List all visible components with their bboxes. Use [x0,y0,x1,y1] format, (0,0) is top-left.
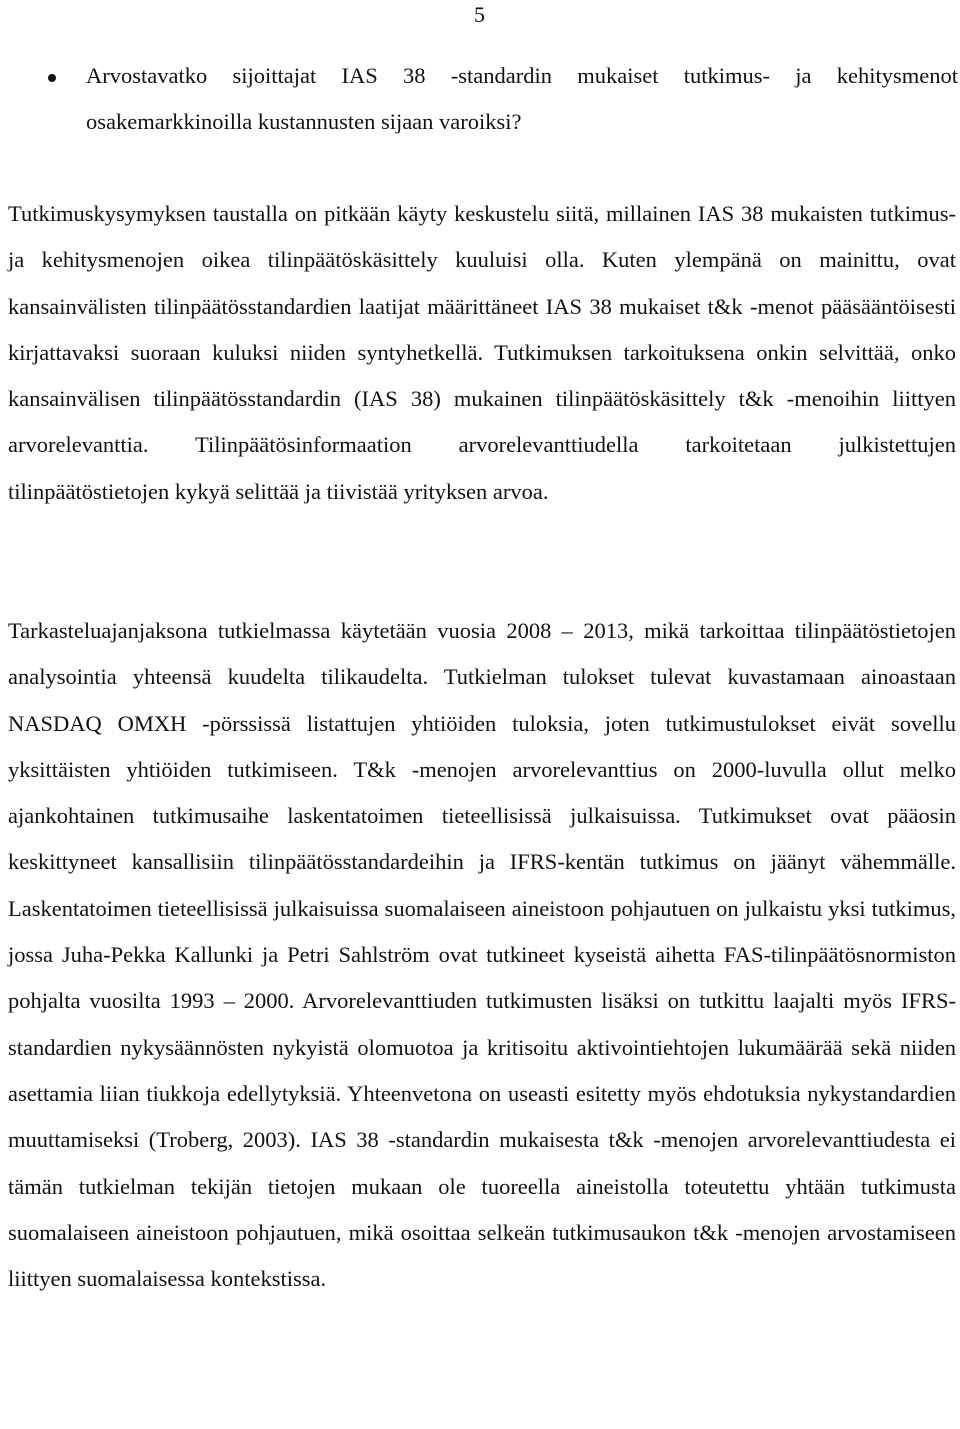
bullet-icon [48,74,56,82]
paragraph-research-background: Tutkimuskysymyksen taustalla on pitkään käyty keskustelu siitä, millainen IAS 38 mukaisten tutkimus- ja kehitysmenojen oikea tilinpäätöskäsittely kuuluisi olla. Kuten ylempänä on mainittu, ovat kansainvälisten tilinpäätösstandardien laatijat määrittäneet IAS 38 mukaiset t&k -menot pääsääntöisesti kirjattavaksi suoraan kuluksi niiden syntyhetkellä. Tutkimuksen tarkoituksena onkin selvittää, onko kansainvälisen tilinpäätösstandardin (IAS 38) mukainen tilinpäätöskäsittely t&k -menoihin liittyen arvorelevanttia. Tilinpäätösinformaation arvorelevanttiudella tarkoitetaan julkistettujen tilinpäätöstietojen kykyä selittää ja tiivistää yrityksen arvoa. [8,201,956,504]
page-number: 5 [474,2,485,27]
research-question-text: Arvostavatko sijoittajat IAS 38 -standardin mukaiset tutkimus- ja kehitysmenot osakemarkkinoilla kustannusten sijaan varoiksi? [86,63,958,134]
paragraph-study-scope: Tarkasteluajanjaksona tutkielmassa käytetään vuosia 2008 – 2013, mikä tarkoittaa tilinpäätöstietojen analysointia yhteensä kuudelta tilikaudelta. Tutkielman tulokset tulevat kuvastamaan ainoastaan NASDAQ OMXH -pörssissä listattujen yhtiöiden tuloksia, joten tutkimustulokset eivät sovellu yksittäisten yhtiöiden tutkimiseen. T&k -menojen arvorelevanttius on 2000-luvulla ollut melko ajankohtainen tutkimusaihe laskentatoimen tieteellisissä julkaisuissa. Tutkimukset ovat pääosin keskittyneet kansallisiin tilinpäätösstandardeihin ja IFRS-kentän tutkimus on jäänyt vähemmälle. Laskentatoimen tieteellisissä julkaisuissa suomalaiseen aineistoon pohjautuen on julkaistu yksi tutkimus, jossa Juha-Pekka Kallunki ja Petri Sahlström ovat tutkineet kyseistä aihetta FAS-tilinpäätösnormiston pohjalta vuosilta 1993 – 2000. Arvorelevanttiuden tutkimusten lisäksi on tutkittu laajalti myös IFRS-standardien nykysäännösten nykyistä olomuotoa ja kritisoitu aktivointiehtojen lukumäärää sekä niiden asettamia liian tiukkoja edellytyksiä. Yhteenvetona on useasti esitetty myös ehdotuksia nykystandardien muuttamiseksi (Troberg, 2003). IAS 38 -standardin mukaisesta t&k -menojen arvorelevanttiudesta ei tämän tutkielman tekijän tietojen mukaan ole tuoreella aineistolla toteutettu yhtään tutkimusta suomalaiseen aineistoon pohjautuen, mikä osoittaa selkeän tutkimusaukon t&k -menojen arvostamiseen liittyen suomalaisessa kontekstissa. [8,618,956,1292]
research-question-bullet [8,53,958,145]
